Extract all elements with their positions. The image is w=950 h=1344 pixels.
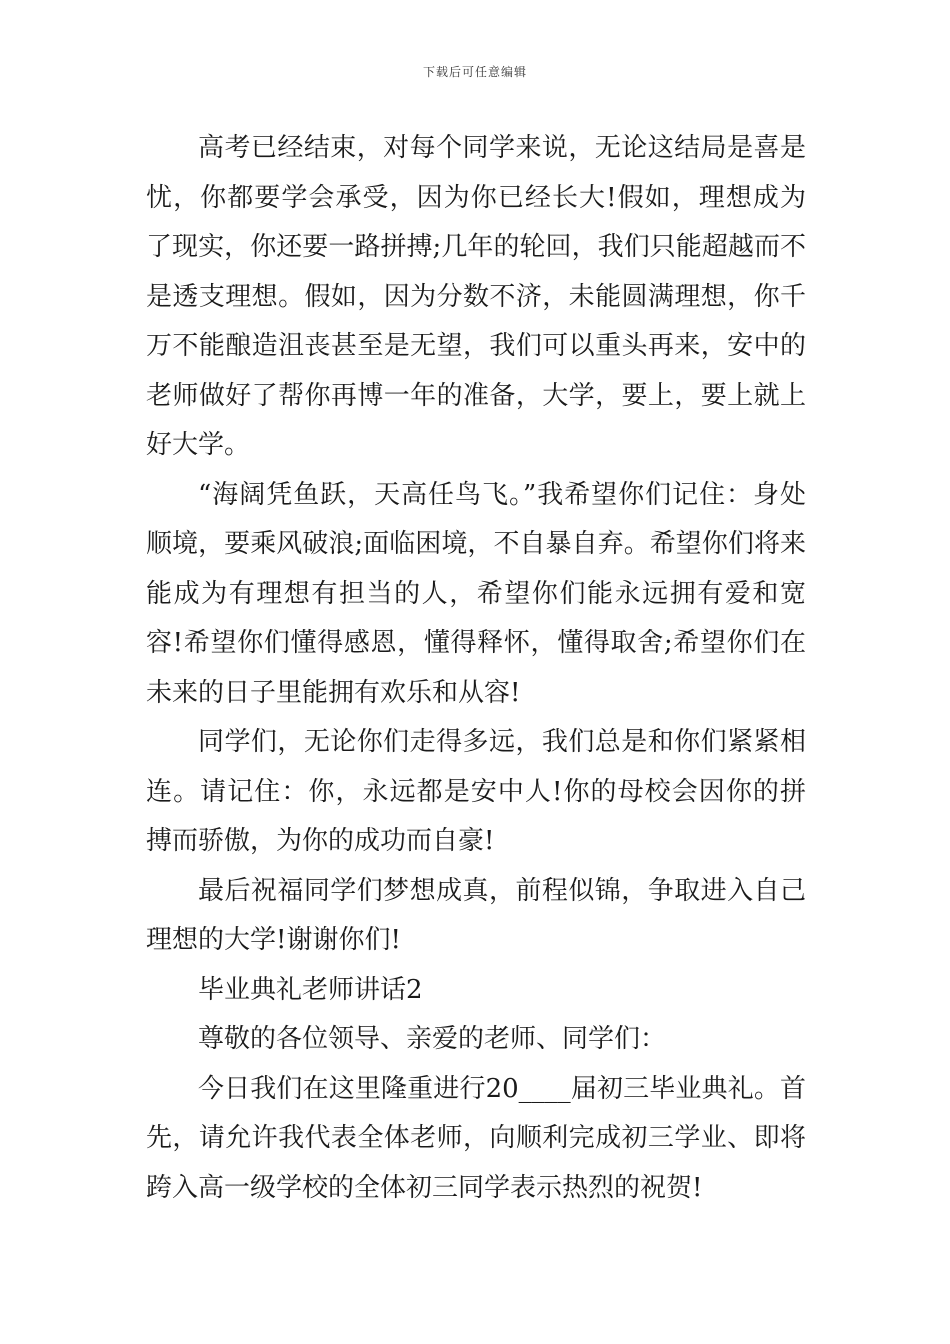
paragraph-quote-wishes: “海阔凭鱼跃，天高任鸟飞。”我希望你们记住：身处顺境，要乘风破浪;面临困境，不自暴自弃。希望你们将来能成为有理想有担当的人，希望你们能永远拥有爱和宽容!希望你们懂得感恩，懂得释怀，懂得取舍;希望你们在未来的日子里能拥有欢乐和从容! (146, 479, 806, 708)
paragraph-salutation: 尊敬的各位领导、亲爱的老师、同学们： (198, 1024, 667, 1054)
paragraph-final-blessing: 最后祝福同学们梦想成真，前程似锦，争取进入自己理想的大学!谢谢你们! (146, 875, 806, 955)
document-body (146, 124, 806, 1213)
header-note: 下载后可任意编辑 (422, 65, 527, 79)
paragraph-always-connected: 同学们，无论你们走得多远，我们总是和你们紧紧相连。请记住：你，永远都是安中人!你的母校会因你的拼搏而骄傲，为你的成功而自豪! (146, 727, 806, 856)
section-heading-speech-2: 毕业典礼老师讲话2 (198, 974, 423, 1005)
paragraph-exam-ended: 高考已经结束，对每个同学来说，无论这结局是喜是忧，你都要学会承受，因为你已经长大!假如，理想成为了现实，你还要一路拼搏;几年的轮回，我们只能超越而不是透支理想。假如，因为分数不济，未能圆满理想，你千万不能酿造沮丧甚至是无望，我们可以重头再来，安中的老师做好了帮你再博一年的准备，大学，要上，要上就上好大学。 (146, 133, 806, 460)
paragraph-ceremony-opening: 今日我们在这里隆重进行20____届初三毕业典礼。首先，请允许我代表全体老师，向顺利完成初三学业、即将跨入高一级学校的全体初三同学表示热烈的祝贺! (146, 1073, 806, 1203)
